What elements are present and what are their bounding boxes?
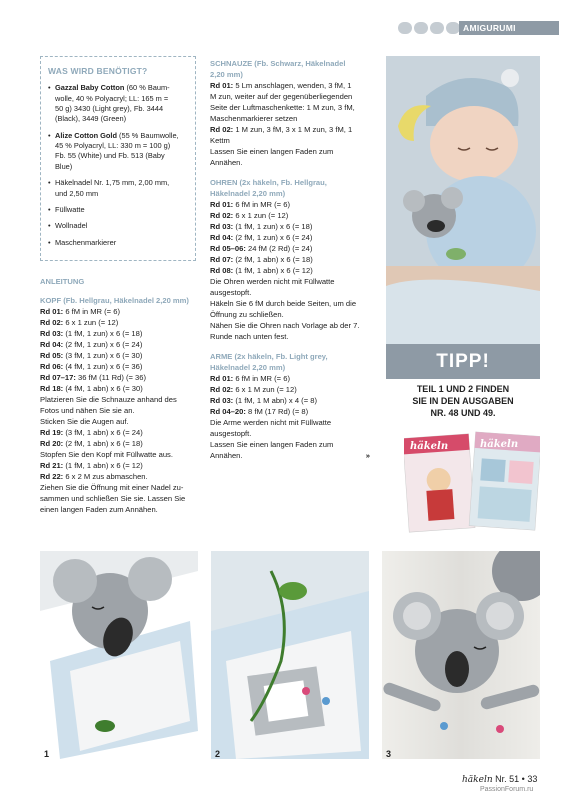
round-text: 5 Lm anschlagen, wenden, 3 fM, 1 <box>233 81 352 90</box>
materials-item-line: (Black), 3449 (Green) <box>55 114 127 124</box>
instruction-text: Ziehen Sie die Öffnung mit einer Nadel zu- <box>40 483 184 492</box>
instruction-text: Häkeln Sie 6 fM durch beide Seiten, um die <box>210 299 357 308</box>
kopf-row <box>40 350 200 361</box>
instruction-text: Runde nach unten fest. <box>210 332 289 341</box>
round-text: (1 fM, 1 zun) x 6 (= 18) <box>233 222 313 231</box>
instruction-text: ausgestopft. <box>210 429 252 438</box>
round-label: Rd 04: <box>40 340 64 349</box>
materials-item-line: Fb. 55 (White) und Fb. 513 (Baby <box>55 151 165 161</box>
kopf-row <box>40 427 200 438</box>
round-label: Rd 04–20: <box>210 407 246 416</box>
materials-item-text: (55 % Baumwolle, <box>117 130 179 140</box>
kopf-row <box>40 372 200 383</box>
instruction-text: Lassen Sie einen langen Faden zum <box>210 147 334 156</box>
materials-item-text: Häkelnadel Nr. 1,75 mm, 2,00 mm, <box>55 178 170 188</box>
instruction-text: Sticken Sie die Augen auf. <box>40 417 129 426</box>
materials-item <box>48 131 189 172</box>
materials-item <box>48 238 189 248</box>
instruction-text: Nähen Sie die Ohren nach Vorlage ab der 7. <box>210 321 360 330</box>
schnauze-row <box>210 124 370 146</box>
photo-granny-square <box>211 551 369 759</box>
materials-item-text: Füllwatte <box>55 204 85 214</box>
page-number: 33 <box>527 774 538 784</box>
round-text: (2 fM, 1 zun) x 6 (= 24) <box>63 340 143 349</box>
instruction-text: Öffnung zu schließen. <box>210 310 284 319</box>
round-label: Rd 07: <box>210 255 234 264</box>
instruction-text: Die Ohren werden nicht mit Füllwatte <box>210 277 335 286</box>
round-label: Rd 01: <box>210 81 234 90</box>
round-text: (3 fM, 1 abn) x 6 (= 24) <box>63 428 143 437</box>
materials-item-line: 45 % Polyacryl, LL: 330 m = 100 g) <box>55 141 171 151</box>
section-dot <box>446 22 460 34</box>
round-label: Rd 03: <box>210 222 234 231</box>
footer-issue: Nr. 51 <box>495 774 520 784</box>
title-line: Häkelnadel 2,20 mm) <box>210 189 286 198</box>
round-label: Rd 05–06: <box>210 244 246 253</box>
arme-row <box>210 373 370 384</box>
round-label: Rd 03: <box>210 396 234 405</box>
materials-list <box>48 83 189 248</box>
tipp-line: SIE IN DEN AUSGABEN <box>412 396 514 407</box>
round-text: (1 fM, 1 abn) x 6 (= 12) <box>63 461 143 470</box>
tipp-line: TEIL 1 UND 2 FINDEN <box>416 384 510 394</box>
instruction-text: Stopfen Sie den Kopf mit Füllwatte aus. <box>40 450 173 459</box>
materials-item-line: Blue) <box>55 161 73 171</box>
round-text: M zun, weiter auf der gegenüberliegenden <box>210 92 353 101</box>
instructions-column-2 <box>210 58 370 461</box>
tipp-title: TIPP! <box>386 344 540 379</box>
round-label: Rd 18: <box>40 384 64 393</box>
tipp-line: NR. 48 UND 49. <box>430 408 496 419</box>
round-label: Rd 01: <box>210 200 234 209</box>
ohren-row <box>210 232 370 243</box>
round-label: Rd 02: <box>210 211 234 220</box>
kopf-title: KOPF (Fb. Hellgrau, Häkelnadel 2,20 mm) <box>40 296 189 305</box>
magazine-left-title: häkeln <box>410 441 449 452</box>
title-line: Häkelnadel 2,20 mm) <box>210 363 286 372</box>
round-label: Rd 20: <box>40 439 64 448</box>
ohren-row <box>210 243 370 254</box>
round-text: Maschenmarkierer setzen <box>210 114 298 123</box>
anleitung-heading: ANLEITUNG <box>40 277 85 286</box>
round-text: 1 M zun, 3 fM, 3 x 1 M zun, 3 fM, 1 <box>233 125 353 134</box>
materials-item-line: wolle, 40 % Polyacryl; LL: 165 m = <box>55 93 169 103</box>
instruction-text: Annähen. <box>210 451 243 460</box>
round-text: 6 fM in MR (= 6) <box>233 200 290 209</box>
round-text: (1 fM, 1 M abn) x 4 (= 8) <box>233 396 317 405</box>
round-label: Rd 08: <box>210 266 234 275</box>
ohren-row <box>210 199 370 210</box>
tipp-text <box>386 383 540 419</box>
section-dot <box>398 22 412 34</box>
schnauze-title <box>210 58 370 80</box>
round-text: 36 fM (11 Rd) (= 36) <box>75 373 147 382</box>
title-line: OHREN (2x häkeln, Fb. Hellgrau, <box>210 178 327 187</box>
kopf-row <box>40 460 200 471</box>
arme-title <box>210 351 370 373</box>
instructions-column-1 <box>40 276 200 515</box>
arme-row <box>210 406 370 417</box>
round-label: Rd 02: <box>210 385 234 394</box>
ohren-row <box>210 265 370 276</box>
continue-arrow: » <box>365 451 370 460</box>
round-text: (4 fM, 1 zun) x 6 (= 36) <box>63 362 143 371</box>
kopf-row <box>40 339 200 350</box>
kopf-row <box>40 328 200 339</box>
section-dot <box>430 22 444 34</box>
ohren-row <box>210 254 370 265</box>
photo-number-1: 1 <box>44 749 50 759</box>
photo-sleeping-doll <box>386 56 540 344</box>
round-label: Rd 01: <box>40 307 64 316</box>
round-label: Rd 01: <box>210 374 234 383</box>
materials-item-bold: Gazzal Baby Cotton <box>55 83 125 93</box>
materials-item-bold: Alize Cotton Gold <box>55 130 117 140</box>
round-text: 6 x 2 M zus abmaschen. <box>63 472 148 481</box>
materials-item-line: 50 g) 3430 (Light grey), Fb. 3444 <box>55 104 164 114</box>
round-text: (3 fM, 1 zun) x 6 (= 30) <box>63 351 143 360</box>
kopf-row <box>40 471 200 482</box>
kopf-row <box>40 361 200 372</box>
round-text: 6 x 1 M zun (= 12) <box>233 385 297 394</box>
section-label: AMIGURUMI <box>459 21 559 35</box>
round-label: Rd 04: <box>210 233 234 242</box>
title-line: 2,20 mm) <box>210 70 243 79</box>
round-label: Rd 03: <box>40 329 64 338</box>
round-label: Rd 05: <box>40 351 64 360</box>
round-text: (1 fM, 1 zun) x 6 (= 18) <box>63 329 143 338</box>
instruction-text: sammen und schließen Sie sie. Lassen Sie <box>40 494 186 503</box>
round-label: Rd 02: <box>40 318 64 327</box>
ohren-row <box>210 210 370 221</box>
round-label: Rd 02: <box>210 125 234 134</box>
round-label: Rd 22: <box>40 472 64 481</box>
round-text: (1 fM, 1 abn) x 6 (= 12) <box>233 266 313 275</box>
round-text: Seite der Luftmaschenkette: 1 M zun, 3 fM, <box>210 103 355 112</box>
photo-number-3: 3 <box>386 749 392 759</box>
instruction-text: ausgestopft. <box>210 288 252 297</box>
instruction-text: Die Arme werden nicht mit Füllwatte <box>210 418 332 427</box>
materials-item-line: und 2,50 mm <box>55 188 99 198</box>
materials-item-text: Maschenmarkierer <box>55 237 117 247</box>
ohren-title <box>210 177 370 199</box>
arme-row <box>210 384 370 395</box>
photo-koala-head <box>382 551 540 759</box>
section-dot <box>414 22 428 34</box>
round-text: Kettm <box>210 136 230 145</box>
round-label: Rd 21: <box>40 461 64 470</box>
round-text: 6 x 1 zun (= 12) <box>233 211 289 220</box>
kopf-row <box>40 383 200 394</box>
materials-box <box>40 56 196 261</box>
materials-item <box>48 205 189 215</box>
round-text: (2 fM, 1 abn) x 6 (= 18) <box>63 439 143 448</box>
round-text: 6 fM in MR (= 6) <box>63 307 120 316</box>
kopf-row <box>40 438 200 449</box>
ohren-row <box>210 221 370 232</box>
round-text: (2 fM, 1 abn) x 6 (= 18) <box>233 255 313 264</box>
instruction-text: einen langen Faden zum Annähen. <box>40 505 158 514</box>
materials-item-text: Wollnadel <box>55 221 88 231</box>
round-text: (4 fM, 1 abn) x 6 (= 30) <box>63 384 143 393</box>
instruction-text: Lassen Sie einen langen Faden zum <box>210 440 334 449</box>
footer-magazine: häkeln <box>462 775 493 785</box>
round-label: Rd 19: <box>40 428 64 437</box>
round-text: 6 fM in MR (= 6) <box>233 374 290 383</box>
title-line: SCHNAUZE (Fb. Schwarz, Häkelnadel <box>210 59 346 68</box>
materials-item <box>48 221 189 231</box>
round-text: (2 fM, 1 zun) x 6 (= 24) <box>233 233 313 242</box>
materials-title: WAS WIRD BENÖTIGT? <box>48 66 148 76</box>
materials-item <box>48 83 189 124</box>
instruction-text: Annähen. <box>210 158 243 167</box>
schnauze-row <box>210 80 370 124</box>
materials-item-text: (60 % Baum- <box>124 83 170 93</box>
materials-item <box>48 178 189 199</box>
section-dots <box>398 22 460 34</box>
magazine-right-title: häkeln <box>480 439 519 450</box>
footer-bullet: • <box>521 774 525 784</box>
round-text: 24 fM (2 Rd) (= 24) <box>245 244 313 253</box>
instruction-text: Platzieren Sie die Schnauze anhand des <box>40 395 177 404</box>
watermark: PassionForum.ru <box>480 786 534 793</box>
kopf-row <box>40 317 200 328</box>
title-line: ARME (2x häkeln, Fb. Light grey, <box>210 352 328 361</box>
round-label: Rd 07–17: <box>40 373 76 382</box>
magazine-covers <box>404 430 540 538</box>
round-text: 6 x 1 zun (= 12) <box>63 318 119 327</box>
arme-row <box>210 395 370 406</box>
round-label: Rd 06: <box>40 362 64 371</box>
photo-number-2: 2 <box>215 749 221 759</box>
kopf-row <box>40 306 200 317</box>
instruction-text: Fotos und nähen Sie sie an. <box>40 406 135 415</box>
round-text: 8 fM (17 Rd) (= 8) <box>245 407 309 416</box>
photo-koala-blanket <box>40 551 198 759</box>
